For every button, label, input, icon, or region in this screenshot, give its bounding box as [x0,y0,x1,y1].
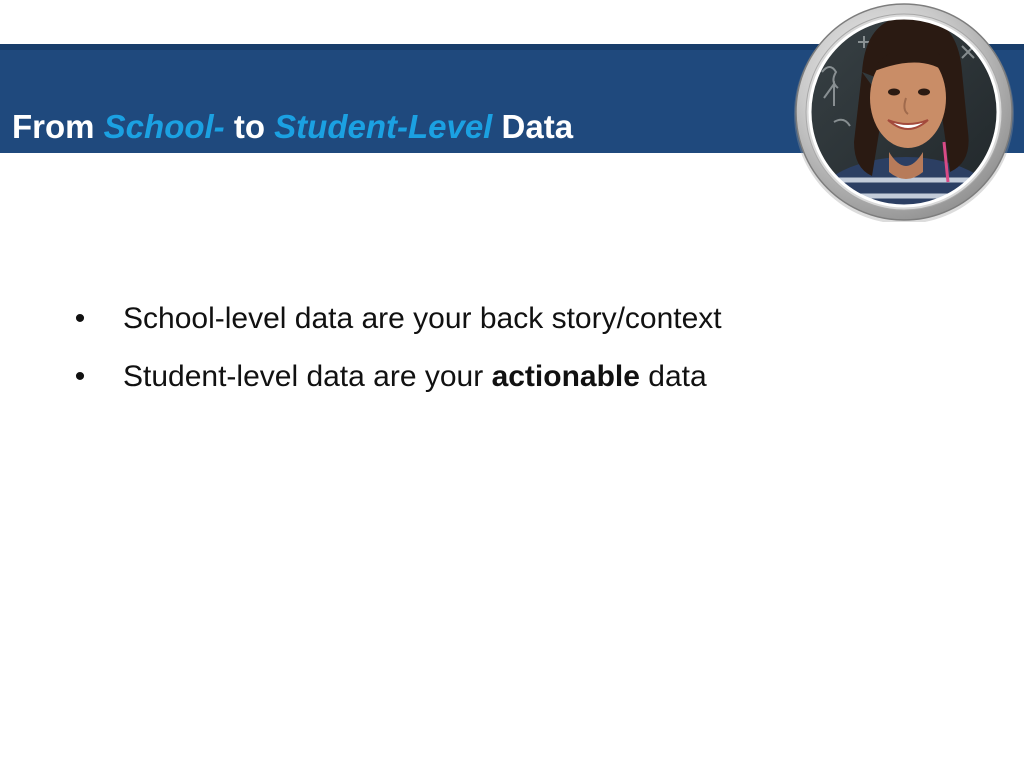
title-text-from: From [12,108,104,145]
student-portrait-image [794,2,1014,222]
bullet-text-before: Student-level data are your [123,360,492,393]
bullet-item [70,348,722,406]
bullet-item [70,290,722,348]
title-text-data: Data [492,108,574,145]
title-text-to: to [224,108,275,145]
bullet-marker: • [74,360,86,393]
bullet-marker: • [74,302,86,335]
title-accent-student-level: Student-Level [274,108,493,145]
title-accent-school: School- [103,108,225,145]
bullet-list [70,290,722,406]
bullet-text-bold: actionable [491,360,640,393]
bullet-text-after: data [639,360,707,393]
bullet-text: School-level data are your back story/context [123,302,722,335]
slide-title [12,104,573,150]
